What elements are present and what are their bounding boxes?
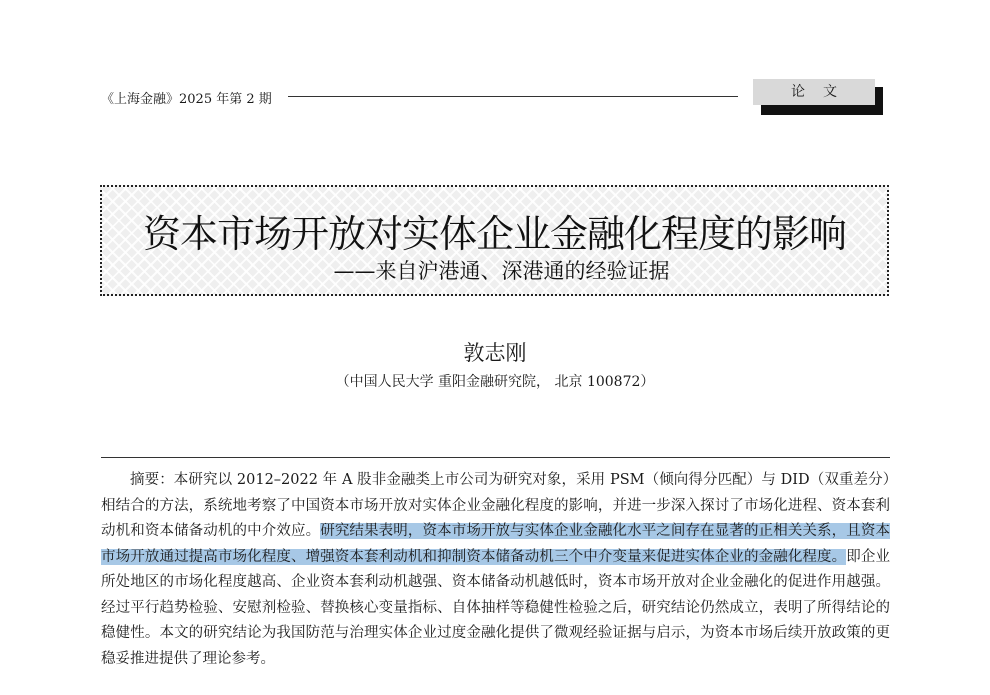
abstract-rule	[101, 457, 890, 458]
header-rule	[288, 96, 738, 97]
article-subtitle: ——来自沪港通、深港通的经验证据	[333, 259, 670, 283]
abstract-highlight[interactable]: 研究结果表明，资本市场开放与实体企业金融化水平之间存在显著的正相关关系，且资本市场开放通过提高市场化程度、增强资本套利动机和抑制资本储备动机三个中介变量来促进实体企业的金融化程度。	[101, 523, 891, 565]
article-title: 资本市场开放对实体企业金融化程度的影响	[142, 212, 846, 256]
author-affiliation: （中国人民大学 重阳金融研究院， 北京 100872）	[335, 374, 655, 390]
abstract	[101, 468, 890, 672]
abstract-text: 本研究以 2012–2022 年 A 股非金融类上市公司为研究对象，采用 PSM（倾向得分匹配）与 DID（双重差分）相结合的方法，系统地考察了中国资本市场开放对实体企业金融化程度的影响，并进一步深入探讨了市场化进程、资本套利动机和资本储备动机的中介效应。	[101, 472, 890, 539]
author-name: 敦志刚	[463, 341, 527, 365]
abstract-label: 摘要：	[130, 472, 174, 488]
journal-header: 《上海金融》2025 年第 2 期	[101, 92, 272, 107]
abstract-text-continued: 即企业所处地区的市场化程度越高、企业资本套利动机越强、资本储备动机越低时，资本市场开放对企业金融化的促进作用越强。经过平行趋势检验、安慰剂检验、替换核心变量指标、自体抽样等稳健性检验之后，研究结论仍然成立，表明了所得结论的稳健性。本文的研究结论为我国防范与治理实体企业过度金融化提供了微观经验证据与启示，为资本市场后续开放政策的更稳妥推进提供了理论参考。	[101, 548, 891, 667]
section-tag: 论文	[753, 79, 875, 105]
title-box	[100, 185, 889, 296]
